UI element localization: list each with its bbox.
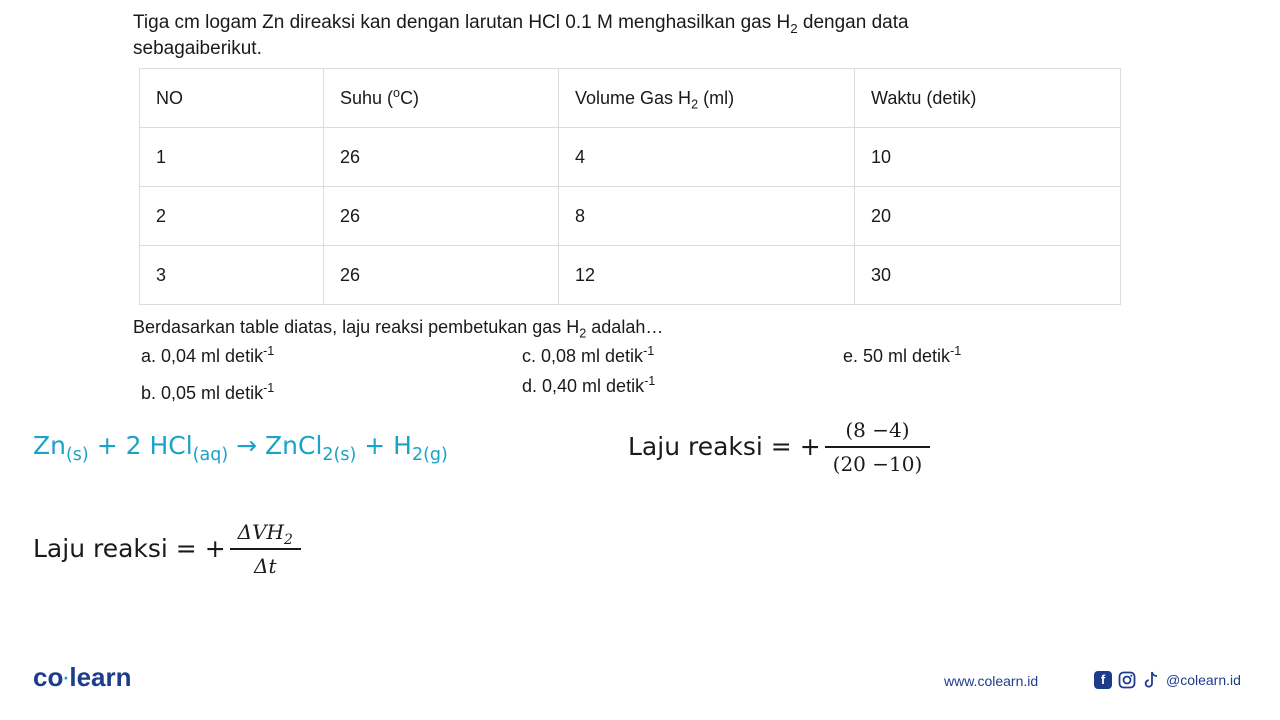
superscript: -1 — [644, 374, 656, 388]
instagram-icon[interactable] — [1118, 671, 1136, 689]
rate-label: Laju reaksi = + — [628, 432, 821, 462]
cell-no: 1 — [140, 128, 324, 187]
table-row — [140, 187, 1121, 246]
subscript: 2(g) — [411, 445, 448, 465]
option-text: a. 0,04 ml detik — [141, 346, 264, 366]
cell-waktu: 30 — [855, 246, 1121, 305]
subscript: (s) — [65, 445, 89, 465]
prompt-text: adalah… — [586, 317, 664, 337]
rate-calculation — [628, 418, 930, 476]
option-text: b. 0,05 ml detik — [141, 383, 264, 403]
option-c[interactable] — [522, 346, 654, 367]
reaction-equation — [33, 431, 448, 465]
fraction-bar — [230, 548, 301, 550]
cell-no: 2 — [140, 187, 324, 246]
subscript: 2(s) — [322, 445, 357, 465]
logo-dot: · — [63, 668, 70, 689]
header-no: NO — [140, 69, 324, 128]
subscript: (aq) — [192, 445, 229, 465]
option-e[interactable] — [843, 346, 961, 367]
header-waktu: Waktu (detik) — [855, 69, 1121, 128]
social-handle[interactable]: @colearn.id — [1166, 672, 1241, 688]
fraction-bar — [825, 446, 931, 448]
fraction-numerator — [230, 520, 301, 548]
fraction — [825, 418, 931, 476]
superscript: o — [393, 85, 401, 100]
header-volume — [559, 69, 855, 128]
table-header-row — [140, 69, 1121, 128]
option-text: d. 0,40 ml detik — [522, 376, 645, 396]
cell-waktu: 10 — [855, 128, 1121, 187]
reaction-text: ZnCl — [265, 431, 323, 460]
superscript: -1 — [263, 381, 275, 395]
superscript: -1 — [950, 344, 962, 358]
logo-text: co — [33, 662, 64, 692]
facebook-icon[interactable]: f — [1094, 671, 1112, 689]
website-link[interactable]: www.colearn.id — [944, 673, 1039, 689]
social-links — [1094, 671, 1241, 689]
cell-volume: 8 — [559, 187, 855, 246]
superscript: -1 — [643, 344, 655, 358]
cell-suhu: 26 — [324, 187, 559, 246]
reaction-text: + H — [356, 431, 412, 460]
data-table — [139, 68, 1121, 305]
logo-text: learn — [69, 662, 132, 692]
header-text: C) — [400, 87, 420, 108]
option-b[interactable] — [141, 383, 274, 404]
tiktok-icon[interactable] — [1142, 671, 1160, 689]
prompt-text: Berdasarkan table diatas, laju reaksi pembetukan gas H — [133, 317, 580, 337]
subscript: 2 — [579, 326, 587, 341]
cell-volume: 12 — [559, 246, 855, 305]
cell-waktu: 20 — [855, 187, 1121, 246]
colearn-logo — [33, 662, 132, 693]
subscript: 2 — [790, 20, 798, 36]
table-row — [140, 246, 1121, 305]
header-suhu — [324, 69, 559, 128]
numerator-text: ΔVH — [237, 520, 284, 544]
option-text: c. 0,08 ml detik — [522, 346, 644, 366]
question-text: dengan data — [797, 12, 909, 33]
question-prompt — [133, 314, 663, 340]
subscript: 2 — [691, 97, 699, 112]
question-line-2: sebagaiberikut. — [133, 38, 262, 59]
option-a[interactable] — [141, 346, 274, 367]
superscript: -1 — [263, 344, 275, 358]
fraction-numerator: (8 −4) — [845, 418, 910, 442]
header-text: Suhu ( — [340, 87, 394, 108]
arrow-icon: → — [228, 431, 266, 460]
subscript: 2 — [283, 532, 293, 548]
cell-volume: 4 — [559, 128, 855, 187]
question-line-1 — [133, 10, 909, 36]
reaction-text: Zn — [33, 431, 66, 460]
rate-label: Laju reaksi = + — [33, 534, 226, 564]
cell-no: 3 — [140, 246, 324, 305]
table-row — [140, 128, 1121, 187]
fraction-denominator: Δt — [254, 553, 277, 578]
fraction — [230, 520, 301, 578]
cell-suhu: 26 — [324, 246, 559, 305]
option-d[interactable] — [522, 376, 655, 397]
header-text: (ml) — [698, 87, 735, 108]
option-text: e. 50 ml detik — [843, 346, 951, 366]
question-text: Tiga cm logam Zn direaksi kan dengan larutan HCl 0.1 M menghasilkan gas H — [133, 12, 791, 33]
rate-formula — [33, 520, 301, 578]
reaction-text: + 2 HCl — [88, 431, 193, 460]
cell-suhu: 26 — [324, 128, 559, 187]
fraction-denominator: (20 −10) — [832, 451, 923, 476]
header-text: Volume Gas H — [575, 87, 692, 108]
